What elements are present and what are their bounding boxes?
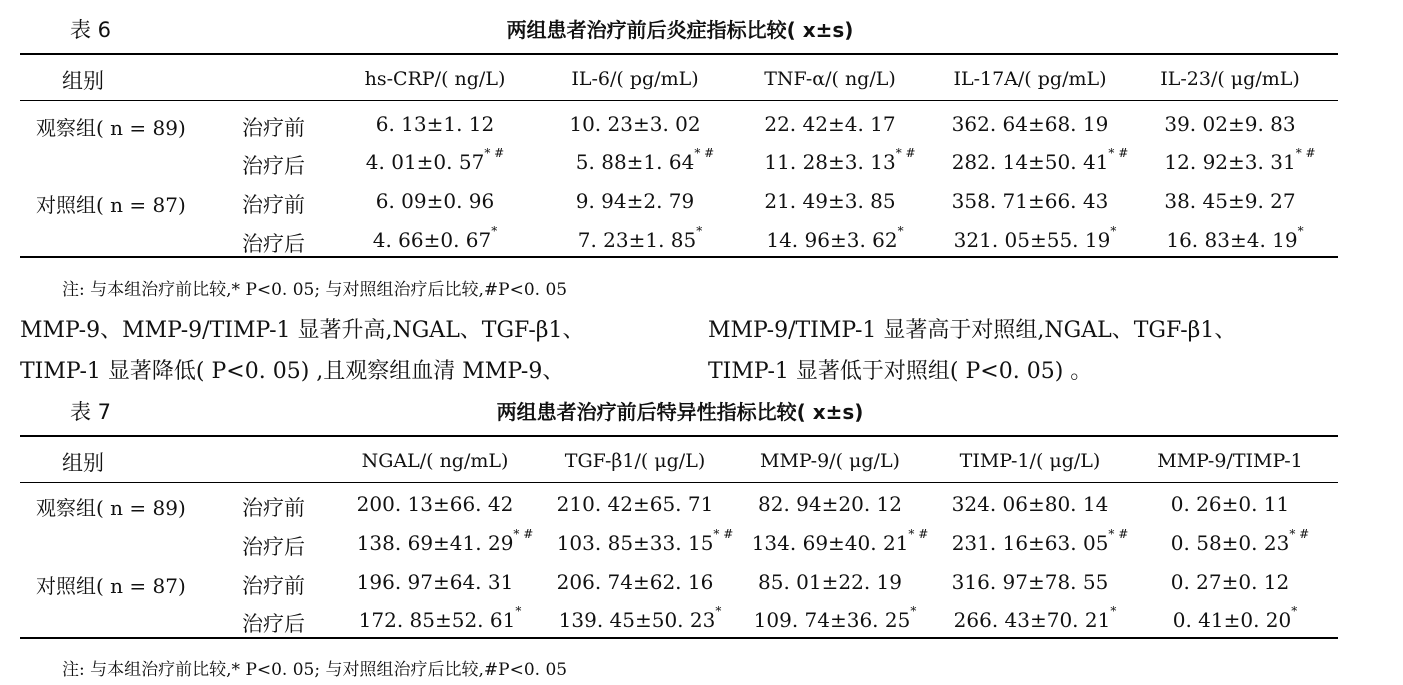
table7-col-timp1: TIMP-1/( μg/L) xyxy=(959,450,1101,472)
table7-col-mmp9: MMP-9/( μg/L) xyxy=(760,450,900,472)
body-text-left-line2: TIMP-1 显著降低( P<0. 05) ,且观察组血清 MMP-9、 xyxy=(20,359,565,384)
table6-time: 治疗前 xyxy=(242,193,305,217)
table6-time: 治疗后 xyxy=(242,232,305,256)
table6-cell: 9. 94±2. 79 xyxy=(575,189,695,213)
table7-cell: 172. 85±52. 61* xyxy=(358,604,522,632)
table7-cell: 324. 06±80. 14 xyxy=(951,492,1109,516)
table6-cell: 12. 92±3. 31* # xyxy=(1164,146,1316,174)
table7-label: 表 7 xyxy=(70,400,112,424)
table7-cell: 82. 94±20. 12 xyxy=(758,492,902,516)
body-text-right-line2: TIMP-1 显著低于对照组( P<0. 05) 。 xyxy=(708,359,1093,384)
table6-group-header: 组别 xyxy=(62,69,104,93)
table7-title: 两组患者治疗前后特异性指标比较( x±s) xyxy=(496,400,864,424)
table7-group-header: 组别 xyxy=(62,451,104,475)
table7-cell: 196. 97±64. 31 xyxy=(356,570,514,594)
table6-cell: 6. 09±0. 96 xyxy=(375,189,495,213)
table6-cell: 321. 05±55. 19* xyxy=(953,224,1117,252)
table7-cell: 200. 13±66. 42 xyxy=(356,492,514,516)
table7-cell: 206. 74±62. 16 xyxy=(556,570,714,594)
table7-cell: 134. 69±40. 21* # xyxy=(751,527,929,555)
table7-cell: 0. 27±0. 12 xyxy=(1170,570,1290,594)
table7-cell: 231. 16±63. 05* # xyxy=(951,527,1129,555)
table7-cell: 0. 58±0. 23* # xyxy=(1170,527,1310,555)
table6-col-il6: IL-6/( pg/mL) xyxy=(571,68,699,90)
table7-group-observation: 观察组( n = 89) xyxy=(36,496,186,520)
table6-cell: 5. 88±1. 64* # xyxy=(575,146,715,174)
table6-col-il17a: IL-17A/( pg/mL) xyxy=(953,68,1107,90)
table7-cell: 0. 41±0. 20* xyxy=(1172,604,1298,632)
table6-cell: 4. 66±0. 67* xyxy=(372,224,498,252)
table7-cell: 266. 43±70. 21* xyxy=(953,604,1117,632)
table6-cell: 39. 02±9. 83 xyxy=(1164,112,1296,136)
table6-cell: 358. 71±66. 43 xyxy=(951,189,1109,213)
table6-header-rule xyxy=(20,100,1338,101)
table6-col-tnf: TNF-α/( ng/L) xyxy=(764,68,896,90)
table6-cell: 4. 01±0. 57* # xyxy=(365,146,505,174)
table6-cell: 6. 13±1. 12 xyxy=(375,112,495,136)
table6-cell: 38. 45±9. 27 xyxy=(1164,189,1296,213)
table7-note: 注: 与本组治疗前比较,* P<0. 05; 与对照组治疗后比较,#P<0. 05 xyxy=(62,660,568,680)
table7-group-control: 对照组( n = 87) xyxy=(36,574,186,598)
table7-time: 治疗后 xyxy=(242,535,305,559)
table6-cell: 282. 14±50. 41* # xyxy=(951,146,1129,174)
table7-top-rule xyxy=(20,435,1338,437)
table6-group-observation: 观察组( n = 89) xyxy=(36,116,186,140)
table7-time: 治疗后 xyxy=(242,612,305,636)
table7-cell: 138. 69±41. 29* # xyxy=(356,527,534,555)
table7-time: 治疗前 xyxy=(242,496,305,520)
table6-top-rule xyxy=(20,53,1338,55)
table6-time: 治疗前 xyxy=(242,116,305,140)
table7-header-rule xyxy=(20,482,1338,483)
table7-col-ratio: MMP-9/TIMP-1 xyxy=(1157,450,1303,472)
table6-label: 表 6 xyxy=(70,18,112,42)
table6-bottom-rule xyxy=(20,256,1338,258)
table6-group-control: 对照组( n = 87) xyxy=(36,193,186,217)
table7-cell: 85. 01±22. 19 xyxy=(758,570,902,594)
table6-time: 治疗后 xyxy=(242,154,305,178)
table6-cell: 362. 64±68. 19 xyxy=(951,112,1109,136)
table6-cell: 11. 28±3. 13* # xyxy=(764,146,916,174)
table7-col-ngal: NGAL/( ng/mL) xyxy=(361,450,509,472)
body-text-right-line1: MMP-9/TIMP-1 显著高于对照组,NGAL、TGF-β1、 xyxy=(708,318,1237,343)
table7-cell: 139. 45±50. 23* xyxy=(558,604,722,632)
table7-cell: 103. 85±33. 15* # xyxy=(556,527,734,555)
table6-col-hscrp: hs-CRP/( ng/L) xyxy=(364,68,506,90)
table6-note: 注: 与本组治疗前比较,* P<0. 05; 与对照组治疗后比较,#P<0. 05 xyxy=(62,280,568,300)
table7-bottom-rule xyxy=(20,637,1338,639)
table7-cell: 210. 42±65. 71 xyxy=(556,492,714,516)
table6-cell: 14. 96±3. 62* xyxy=(766,224,904,252)
table6-cell: 16. 83±4. 19* xyxy=(1166,224,1304,252)
table7-time: 治疗前 xyxy=(242,574,305,598)
table6-cell: 10. 23±3. 02 xyxy=(569,112,701,136)
table6-cell: 22. 42±4. 17 xyxy=(764,112,896,136)
body-text-left-line1: MMP-9、MMP-9/TIMP-1 显著升高,NGAL、TGF-β1、 xyxy=(20,318,585,343)
table6-cell: 7. 23±1. 85* xyxy=(577,224,703,252)
table7-cell: 0. 26±0. 11 xyxy=(1170,492,1290,516)
table7-cell: 109. 74±36. 25* xyxy=(753,604,917,632)
table6-cell: 21. 49±3. 85 xyxy=(764,189,896,213)
table7-cell: 316. 97±78. 55 xyxy=(951,570,1109,594)
table6-title: 两组患者治疗前后炎症指标比较( x±s) xyxy=(506,18,854,42)
table6-col-il23: IL-23/( μg/mL) xyxy=(1160,68,1300,90)
table7-col-tgfb1: TGF-β1/( μg/L) xyxy=(564,450,706,472)
